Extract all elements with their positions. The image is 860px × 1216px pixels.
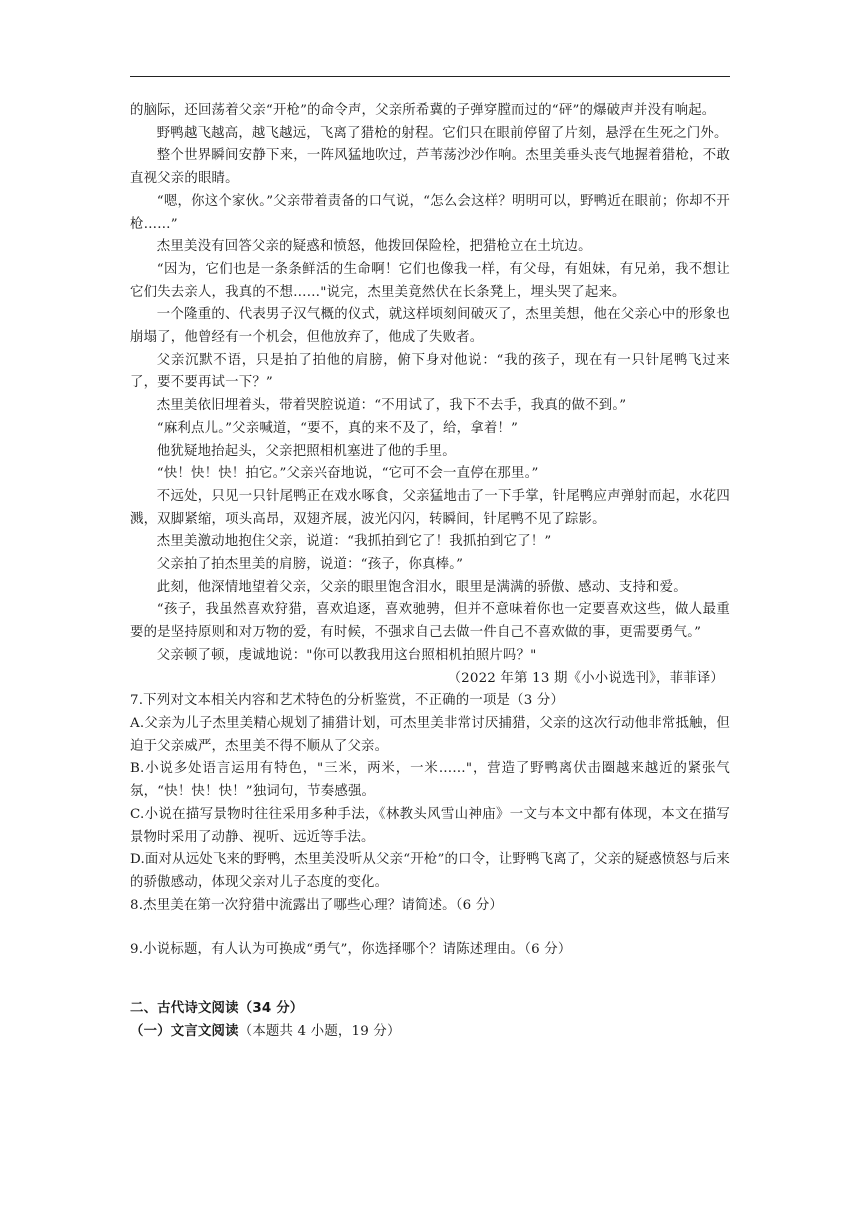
answer-space-8 [130, 917, 730, 939]
question-7-stem: 7.下列对文本相关内容和艺术特色的分析鉴赏，不正确的一项是（3 分） [130, 693, 565, 709]
passage-paragraph-15: 父亲拍了拍杰里美的肩膀，说道：“孩子，你真棒。” [156, 557, 464, 573]
passage-paragraph-11: 他犹疑地抬起头，父亲把照相机塞进了他的手里。 [156, 443, 456, 459]
question-7-option-a: A.父亲为儿子杰里美精心规划了捕猎计划，可杰里美非常讨厌捕猎，父亲的这次行动他非常抵触，但迫于父亲威严，杰里美不得不顺从了父亲。 [130, 715, 730, 754]
passage-paragraph-9: 杰里美依旧埋着头，带着哭腔说道：“不用试了，我下不去手，我真的做不到。” [156, 398, 627, 414]
question-7-option-c: C.小说在描写景物时往往采用多种手法，《林教头风雪山神庙》一文与本文中都有体现，本文在描写景物时采用了动静、视听、远近等手法。 [130, 806, 730, 845]
passage-paragraph-4: “嗯，你这个家伙。”父亲带着责备的口气说，“怎么会这样？明明可以，野鸭近在眼前；你却不开枪……” [130, 193, 730, 232]
passage-paragraph-3: 整个世界瞬间安静下来，一阵风猛地吹过，芦苇荡沙沙作响。杰里美垂头丧气地握着猎枪，不敢直视父亲的眼睛。 [130, 148, 730, 187]
question-8: 8.杰里美在第一次狩猎中流露出了哪些心理？请简述。（6 分） [130, 897, 504, 913]
answer-space-9 [130, 962, 730, 980]
passage-source: （2022 年第 13 期《小小说选刊》，菲菲译） [447, 670, 724, 686]
passage-paragraph-13: 不远处，只见一只针尾鸭正在戏水啄食，父亲猛地击了一下手掌，针尾鸭应声弹射而起，水花四溅，双脚紧缩，项头高昂，双翅齐展，波光闪闪，转瞬间，针尾鸭不见了踪影。 [130, 488, 730, 527]
subheading-note: （本题共 4 小题，19 分） [238, 1023, 401, 1039]
passage-paragraph-5: 杰里美没有回答父亲的疑惑和愤怒，他拨回保险栓，把猎枪立在土坑边。 [156, 239, 592, 255]
header-rule [130, 76, 730, 77]
section-spacer [130, 980, 730, 998]
passage-paragraph-10: “麻利点儿。”父亲喊道，“要不，真的来不及了，给，拿着！” [156, 420, 519, 436]
passage-paragraph-2: 野鸭越飞越高，越飞越远，飞离了猎枪的射程。它们只在眼前停留了片刻，悬浮在生死之门外。 [156, 125, 728, 141]
passage-paragraph-1: 的脑际，还回荡着父亲“开枪”的命令声，父亲所希冀的子弹穿膛而过的“砰”的爆破声并没有响起。 [130, 103, 716, 118]
passage-paragraph-8: 父亲沉默不语，只是拍了拍他的肩膀，俯下身对他说：“我的孩子，现在有一只针尾鸭飞过来了，要不要再试一下？” [130, 352, 730, 391]
passage-paragraph-18: 父亲顿了顿，虔诚地说："你可以教我用这台照相机拍照片吗？" [156, 647, 537, 663]
subheading-label: （一）文言文阅读 [130, 1023, 239, 1039]
passage-paragraph-14: 杰里美激动地抱住父亲，说道：“我抓拍到它了！我抓拍到它了！” [156, 534, 552, 550]
passage-paragraph-16: 此刻，他深情地望着父亲，父亲的眼里饱含泪水，眼里是满满的骄傲、感动、支持和爱。 [156, 579, 687, 595]
question-9: 9.小说标题，有人认为可换成“勇气”，你选择哪个？请陈述理由。（6 分） [130, 942, 572, 958]
question-7-option-b: B.小说多处语言运用有特色，"三米，两米，一米……"，营造了野鸭离伏击圈越来越近的紧张气氛，“快！快！快！”独词句，节奏感强。 [130, 761, 730, 800]
section-2-subheading [130, 1021, 730, 1044]
passage-paragraph-12: “快！快！快！拍它。”父亲兴奋地说，“它可不会一直停在那里。” [156, 466, 539, 482]
document-body [130, 100, 730, 1043]
passage-paragraph-17: “孩子，我虽然喜欢狩猎，喜欢追逐，喜欢驰骋，但并不意味着你也一定要喜欢这些，做人最重要的是坚持原则和对万物的爱，有时候，不强求自己去做一件自己不喜欢做的事，更需要勇气。” [130, 602, 730, 641]
passage-paragraph-7: 一个隆重的、代表男子汉气概的仪式，就这样顷刻间破灭了，杰里美想，他在父亲心中的形象也崩塌了，他曾经有一个机会，但他放弃了，他成了失败者。 [130, 307, 730, 346]
passage-paragraph-6: “因为，它们也是一条条鲜活的生命啊！它们也像我一样，有父母，有姐妹，有兄弟，我不想让它们失去亲人，我真的不想……"说完，杰里美竟然伏在长条凳上，埋头哭了起来。 [130, 261, 730, 300]
section-2-title: 二、古代诗文阅读（34 分） [130, 1001, 304, 1017]
question-7-option-d: D.面对从远处飞来的野鸭，杰里美没听从父亲“开枪”的口令，让野鸭飞离了，父亲的疑惑愤怒与后来的骄傲感动，体现父亲对儿子态度的变化。 [130, 852, 730, 890]
